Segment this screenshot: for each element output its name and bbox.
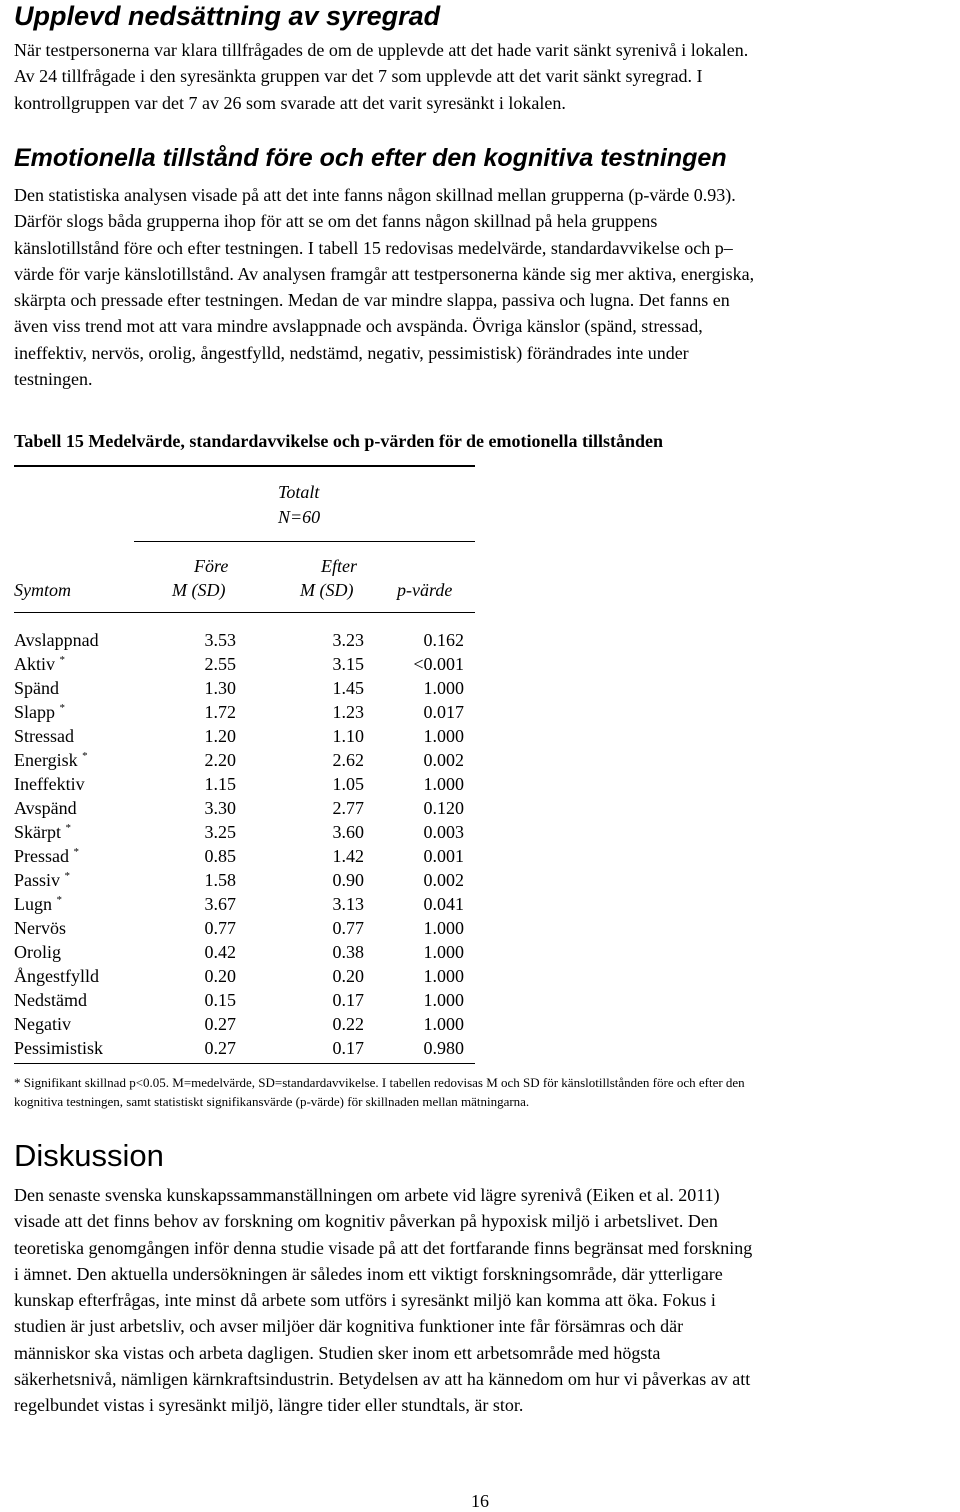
symptom-label: Aktiv [14, 654, 56, 674]
text-line: visade att det finns behov av forskning om kognitiv påverkan på hypoxisk miljö i arbetslivet. Den [14, 1211, 718, 1232]
table-cell-efter: 0.22 [332, 1014, 364, 1034]
text-line: känslotillstånd före och efter testningen. I tabell 15 redovisas medelvärde, standardavvikelse och p– [14, 237, 733, 258]
table-cell-p: 0.003 [423, 822, 464, 842]
table-cell-p: 0.002 [423, 870, 464, 890]
text-line: testningen. [14, 369, 93, 390]
section-heading-emotionella: Emotionella tillstånd före och efter den kognitiva testningen [14, 144, 727, 172]
group-label-totalt: Totalt [278, 482, 320, 502]
table-cell-symptom [14, 748, 88, 772]
text-line: kontrollgruppen var det 7 av 26 som svarade att det varit syresänkt i lokalen. [14, 92, 566, 113]
table-cell-efter: 1.05 [332, 774, 364, 794]
table-cell-symptom [14, 1012, 71, 1036]
symptom-label: Avslappnad [14, 630, 99, 650]
table-cell-p: 0.017 [423, 702, 464, 722]
significance-mark: * [82, 750, 88, 762]
section-heading-upplevd: Upplevd nedsättning av syregrad [14, 1, 441, 31]
symptom-label: Pressad [14, 846, 69, 866]
table-cell-p: 0.041 [423, 894, 464, 914]
col-header-fore: Före [194, 556, 229, 576]
table-cell-p: 1.000 [423, 678, 464, 698]
table-cell-efter: 3.60 [332, 822, 364, 842]
table-cell-efter: 3.13 [332, 894, 364, 914]
text-line: skärpta och pressade efter testningen. Medan de var mindre slappa, passiva och lugna. Det fanns en [14, 290, 730, 311]
table-cell-p: 1.000 [423, 966, 464, 986]
table-cell-symptom [14, 796, 77, 820]
col-header-p: p-värde [397, 580, 453, 600]
significance-mark: * [65, 822, 71, 834]
symptom-label: Nervös [14, 918, 66, 938]
table-cell-symptom [14, 700, 65, 724]
table-cell-symptom [14, 772, 85, 796]
table-caption: Tabell 15 Medelvärde, standardavvikelse och p-värden för de emotionella tillstånden [14, 431, 664, 451]
table-cell-efter: 1.10 [332, 726, 364, 746]
table-cell-p: 1.000 [423, 918, 464, 938]
table-cell-fore: 2.20 [204, 750, 236, 770]
text-line: i ämnet. Den aktuella undersökningen är således inom ett viktigt forskningsområde, där ytterligare [14, 1263, 723, 1284]
group-label-n: N=60 [278, 507, 321, 527]
symptom-label: Skärpt [14, 822, 61, 842]
text-line: Därför slogs båda grupperna ihop för att se om det fanns någon skillnad på hela gruppens [14, 211, 658, 232]
table-cell-fore: 1.15 [204, 774, 236, 794]
table-cell-efter: 0.17 [332, 1038, 364, 1058]
table-cell-fore: 3.25 [204, 822, 236, 842]
table-cell-p: 0.162 [423, 630, 464, 650]
table-cell-p: 0.120 [423, 798, 464, 818]
table-cell-fore: 3.53 [204, 630, 236, 650]
significance-mark: * [59, 702, 66, 714]
paragraph-upplevd [14, 37, 748, 116]
table-cell-p: 1.000 [423, 726, 464, 746]
text-line: regelbundet vistas i syresänkt miljö, längre tider eller stundtals, är stor. [14, 1395, 524, 1416]
table-cell-efter: 0.38 [332, 942, 364, 962]
table-cell-fore: 1.30 [204, 678, 236, 698]
paragraph-emotionella [14, 182, 754, 392]
text-line: När testpersonerna var klara tillfrågades de om de upplevde att det hade varit sänkt syrenivå i lokalen. [14, 40, 749, 60]
table-cell-symptom [14, 892, 62, 916]
text-line: även viss trend mot att vara mindre avslappnade och avspända. Övriga känslor (spänd, stressad, [14, 316, 703, 337]
col-header-symtom: Symtom [14, 580, 71, 600]
table-cell-fore: 0.27 [204, 1038, 236, 1058]
text-line: Av 24 tillfrågade i den syresänkta gruppen var det 7 som upplevde att det varit sänkt syregrad. I [14, 66, 703, 87]
table-cell-efter: 0.90 [332, 870, 364, 890]
symptom-label: Spänd [14, 678, 59, 698]
text-line: värde för varje känslotillstånd. Av analysen framgår att testpersonerna kände sig mer aktiva, energiska, [14, 263, 755, 284]
table-cell-efter: 3.15 [332, 654, 364, 674]
symptom-label: Energisk [14, 750, 78, 770]
table-cell-efter: 0.77 [332, 918, 364, 938]
table-cell-efter: 2.62 [332, 750, 364, 770]
table-cell-symptom [14, 652, 65, 676]
symptom-label: Orolig [14, 942, 61, 962]
table-cell-efter: 1.42 [332, 846, 364, 866]
col-header-efter-msd: M (SD) [300, 580, 354, 600]
text-line: Den senaste svenska kunskapssammanställningen om arbete vid lägre syrenivå (Eiken et al. 2011) [14, 1185, 720, 1205]
symptom-label: Pessimistisk [14, 1038, 104, 1058]
table-cell-efter: 1.45 [332, 678, 364, 698]
table-cell-symptom [14, 1036, 103, 1060]
symptom-label: Avspänd [14, 798, 77, 818]
table-cell-fore: 0.42 [204, 942, 236, 962]
table-cell-symptom [14, 724, 74, 748]
table-cell-symptom [14, 628, 99, 652]
table-cell-fore: 0.77 [204, 918, 236, 938]
table-cell-p: 0.980 [423, 1038, 464, 1058]
table-bottom-rule [14, 1063, 475, 1064]
symptom-label: Passiv [14, 870, 61, 890]
symptom-label: Stressad [14, 726, 74, 746]
table-top-rule [14, 465, 475, 467]
text-line: kunskap efterfrågas, inte minst då arbete som utförs i syresänkt miljö kan komma att öka. Fokus i [14, 1290, 716, 1311]
table-cell-efter: 0.17 [332, 990, 364, 1010]
significance-mark: * [73, 846, 79, 858]
table-footnote [14, 1073, 745, 1111]
table-cell-fore: 1.72 [204, 702, 236, 722]
table-cell-symptom [14, 988, 87, 1012]
text-line: säkerhetsnivå, nämligen kärnkraftsindustrin. Betydelsen av att ha kännedom om hur vi påverkas av att [14, 1369, 751, 1390]
footnote-line: * Signifikant skillnad p<0.05. M=medelvärde, SD=standardavvikelse. I tabellen redovisas M och SD för känslotillstånden före och efter den [14, 1075, 745, 1090]
symptom-label: Nedstämd [14, 990, 87, 1010]
header-rule [14, 612, 475, 613]
table-cell-fore: 3.67 [204, 894, 236, 914]
symptom-label: Lugn [14, 894, 52, 914]
section-heading-diskussion: Diskussion [14, 1138, 164, 1173]
table-cell-p: 0.001 [423, 846, 464, 866]
table-cell-p: 1.000 [423, 774, 464, 794]
table-cell-p: <0.001 [413, 654, 464, 674]
table-cell-symptom [14, 868, 70, 892]
table-cell-symptom [14, 940, 61, 964]
text-line: studien är just arbetsliv, och avser miljöer där kognitiva funktioner inte får försämras och där [14, 1316, 684, 1337]
symptom-label: Ångestfylld [14, 966, 99, 986]
table-cell-efter: 2.77 [332, 798, 364, 818]
paragraph-diskussion [14, 1182, 752, 1419]
significance-mark: * [64, 870, 71, 882]
text-line: Den statistiska analysen visade på att det inte fanns någon skillnad mellan grupperna (p-värde 0.93). [14, 185, 736, 205]
table-cell-efter: 1.23 [332, 702, 364, 722]
table-cell-efter: 0.20 [332, 966, 364, 986]
table-cell-symptom [14, 916, 66, 940]
table-cell-p: 1.000 [423, 1014, 464, 1034]
table-cell-fore: 0.85 [204, 846, 236, 866]
table-cell-symptom [14, 820, 71, 844]
table-cell-fore: 1.20 [204, 726, 236, 746]
table-cell-fore: 1.58 [204, 870, 236, 890]
table-cell-symptom [14, 844, 79, 868]
col-header-efter: Efter [321, 556, 357, 576]
table-cell-p: 1.000 [423, 942, 464, 962]
footnote-line: kognitiva testningen, samt statistiskt signifikansvärde (p-värde) för skillnaden mellan mätningarna. [14, 1094, 530, 1109]
text-line: människor ska vistas och arbeta dagligen. Studien sker inom ett arbetsområde med högsta [14, 1342, 661, 1363]
table-cell-fore: 2.55 [204, 654, 236, 674]
symptom-label: Negativ [14, 1014, 71, 1034]
page-number: 16 [471, 1491, 489, 1511]
significance-mark: * [56, 894, 62, 906]
table-cell-symptom [14, 964, 99, 988]
table-cell-p: 0.002 [423, 750, 464, 770]
significance-mark: * [59, 654, 66, 666]
table-cell-symptom [14, 676, 59, 700]
table-cell-efter: 3.23 [332, 630, 364, 650]
table-cell-fore: 3.30 [204, 798, 236, 818]
table-cell-p: 1.000 [423, 990, 464, 1010]
text-line: ineffektiv, nervös, orolig, ångestfylld, nedstämd, negativ, pessimistisk) förändrades inte under [14, 342, 689, 363]
symptom-label: Slapp [14, 702, 56, 722]
col-header-fore-msd: M (SD) [172, 580, 226, 600]
text-line: teoretiska genomgången inför denna studie visade på att det fortfarande finns begränsat med forskning [14, 1237, 753, 1258]
table-cell-fore: 0.20 [204, 966, 236, 986]
symptom-label: Ineffektiv [14, 774, 85, 794]
group-rule [134, 541, 475, 542]
table-cell-fore: 0.27 [204, 1014, 236, 1034]
table-cell-fore: 0.15 [204, 990, 236, 1010]
